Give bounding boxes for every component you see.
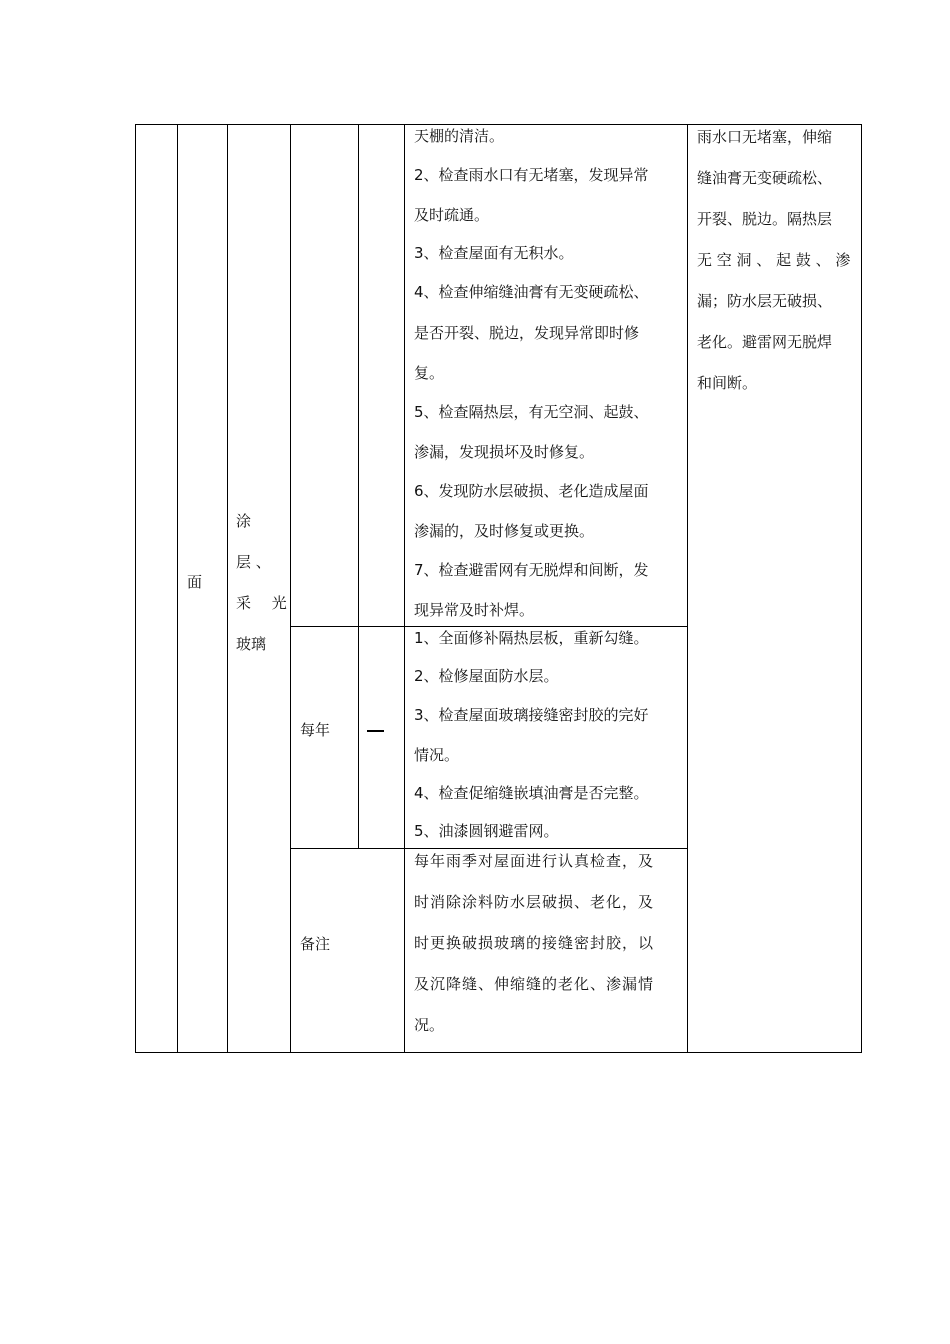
content-line: 1、全面修补隔热层板，重新勾缝。 [414,629,649,647]
content-line: 3、检查屋面玻璃接缝密封胶的完好 [414,706,649,724]
content-line: 时消除涂料防水层破损、老化，及 [414,893,655,911]
yearly-content [414,619,684,850]
standard-line: 无 空 洞 、 起 鼓 、 渗 [697,251,851,269]
notes-content [414,841,684,1046]
content-line: 3、检查屋面有无积水。 [414,244,574,262]
content-line: 及时疏通。 [414,206,490,224]
content-line: 现异常及时补焊。 [414,601,535,619]
content-line: 7、检查避雷网有无脱焊和间断，发 [414,561,649,579]
item-name-line: 涂 [236,512,252,530]
item-name-line: 采 光 [236,594,295,612]
content-line: 2、检查雨水口有无堵塞，发现异常 [414,166,649,184]
content-line: 4、检查伸缩缝油膏有无变硬疏松、 [414,283,649,301]
content-line: 复。 [414,364,445,382]
content-line: 是否开裂、脱边，发现异常即时修 [414,324,640,342]
divider-v6 [687,124,688,1053]
content-line: 天棚的清洁。 [414,127,505,145]
divider-v5 [404,124,405,1053]
content-line: 及沉降缝、伸缩缝的老化、渗漏情 [414,975,655,993]
standard-line: 雨水口无堵塞，伸缩 [697,128,833,146]
content-line: 渗漏，发现损坏及时修复。 [414,443,595,461]
standard-line: 漏；防水层无破损、 [697,292,833,310]
routine-content [414,117,684,629]
item-name-line: 玻璃 [236,635,267,653]
standard-line: 老化。避雷网无脱焊 [697,333,833,351]
content-line: 5、检查隔热层，有无空洞、起鼓、 [414,403,649,421]
notes-label: 备注 [300,935,331,953]
item-name-line: 层 、 [236,553,271,571]
frequency-text [0,0,1,1]
content-line: 况。 [414,1016,445,1034]
standard-line: 缝油膏无变硬疏松、 [697,169,833,187]
content-line: 每年雨季对屋面进行认真检查，及 [414,852,655,870]
period-label: 每年 [300,721,331,739]
divider-v1 [177,124,178,1053]
content-line: 渗漏的，及时修复或更换。 [414,522,595,540]
divider-v4 [358,124,359,849]
standard-line: 开裂、脱边。隔热层 [697,210,833,228]
content-line: 6、发现防水层破损、老化造成屋面 [414,482,649,500]
content-line: 时更换破损玻璃的接缝密封胶，以 [414,934,655,952]
frequency-dash [367,730,384,732]
standard-line: 和间断。 [697,374,758,392]
content-line: 4、检查促缩缝嵌填油膏是否完整。 [414,784,649,802]
item-name [236,501,295,665]
content-line: 情况。 [414,746,460,764]
content-line: 2、检修屋面防水层。 [414,667,559,685]
standard-column [697,117,857,404]
category-label: 面 [187,573,203,591]
content-line: 5、油漆圆钢避雷网。 [414,822,559,840]
divider-v2 [227,124,228,1053]
